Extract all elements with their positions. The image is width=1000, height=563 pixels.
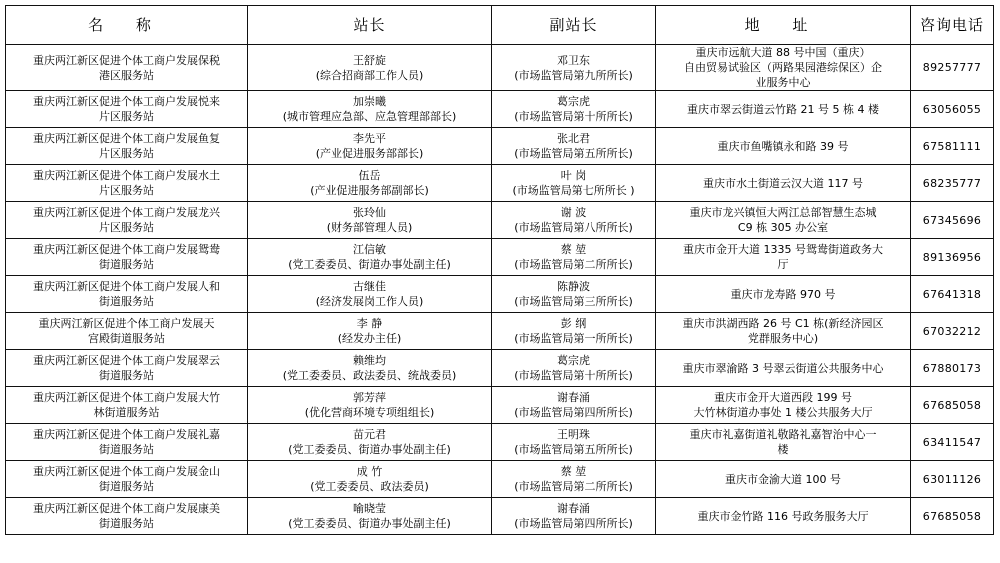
station-name-cell xyxy=(6,45,248,91)
chief-line: (党工委委员、街道办事处副主任) xyxy=(288,443,451,456)
station-name-cell xyxy=(6,387,248,424)
deputy-line: 张北君 xyxy=(557,132,590,145)
chief-cell xyxy=(248,350,492,387)
chief-line: 赖维均 xyxy=(353,354,386,367)
chief-cell xyxy=(248,387,492,424)
chief-line: (城市管理应急部、应急管理部部长) xyxy=(282,110,457,123)
deputy-line: 谢春涌 xyxy=(557,391,590,404)
station-name-line: 街道服务站 xyxy=(99,258,154,271)
table-row xyxy=(6,498,994,535)
station-name-cell xyxy=(6,128,248,165)
address-line: 楼 xyxy=(777,443,789,456)
table-row xyxy=(6,91,994,128)
deputy-line: 谢 波 xyxy=(560,206,587,219)
header-chief: 站长 xyxy=(248,6,492,45)
station-name-cell xyxy=(6,91,248,128)
station-name-cell xyxy=(6,276,248,313)
chief-cell xyxy=(248,461,492,498)
address-cell xyxy=(656,313,911,350)
station-name-line: 重庆两江新区促进个体工商户发展康美 xyxy=(33,502,220,515)
service-station-table xyxy=(5,5,994,535)
phone-cell: 68235777 xyxy=(911,165,994,202)
table-row xyxy=(6,387,994,424)
chief-line: (经济发展岗工作人员) xyxy=(315,295,424,308)
table-row xyxy=(6,202,994,239)
station-name-line: 重庆两江新区促进个体工商户发展保税 xyxy=(33,53,220,67)
address-cell xyxy=(656,387,911,424)
address-line: 重庆市金竹路 116 号政务服务大厅 xyxy=(697,509,869,523)
deputy-line: (市场监管局第三所所长) xyxy=(514,295,633,308)
station-name-line: 港区服务站 xyxy=(99,68,154,82)
phone-cell: 67032212 xyxy=(911,313,994,350)
chief-cell xyxy=(248,45,492,91)
table-row xyxy=(6,350,994,387)
address-cell xyxy=(656,276,911,313)
station-name-line: 重庆两江新区促进个体工商户发展天 xyxy=(38,317,215,330)
chief-line: (党工委委员、政法委员) xyxy=(310,480,429,493)
table-row xyxy=(6,461,994,498)
deputy-line: (市场监管局第九所所长) xyxy=(514,68,633,82)
header-phone: 咨询电话 xyxy=(911,6,994,45)
phone-cell: 67880173 xyxy=(911,350,994,387)
deputy-line: 葛宗虎 xyxy=(557,95,590,108)
table-row xyxy=(6,424,994,461)
chief-line: 江信敏 xyxy=(353,243,386,256)
station-name-line: 重庆两江新区促进个体工商户发展礼嘉 xyxy=(33,428,220,441)
deputy-line: 葛宗虎 xyxy=(557,354,590,367)
deputy-cell xyxy=(492,239,656,276)
deputy-line: (市场监管局第二所所长) xyxy=(514,258,633,271)
address-line: 厅 xyxy=(777,258,789,271)
chief-cell xyxy=(248,276,492,313)
station-name-cell xyxy=(6,461,248,498)
deputy-line: 王明珠 xyxy=(557,428,590,441)
station-name-line: 重庆两江新区促进个体工商户发展金山 xyxy=(33,465,220,478)
deputy-line: 蔡 堃 xyxy=(560,243,587,256)
station-name-line: 林街道服务站 xyxy=(93,406,160,419)
chief-line: (产业促进服务部部长) xyxy=(315,147,424,160)
chief-cell xyxy=(248,128,492,165)
deputy-cell xyxy=(492,91,656,128)
station-name-line: 片区服务站 xyxy=(99,221,154,234)
chief-line: 李先平 xyxy=(353,132,386,145)
table-row xyxy=(6,45,994,91)
deputy-line: (市场监管局第五所所长) xyxy=(514,147,633,160)
chief-cell xyxy=(248,313,492,350)
station-name-cell xyxy=(6,498,248,535)
station-name-line: 重庆两江新区促进个体工商户发展鸳鸯 xyxy=(33,243,220,256)
station-name-line: 街道服务站 xyxy=(99,295,154,308)
chief-line: 苗元君 xyxy=(353,428,386,441)
station-name-cell xyxy=(6,424,248,461)
table-row xyxy=(6,165,994,202)
deputy-cell xyxy=(492,498,656,535)
service-station-table-wrapper xyxy=(5,5,994,535)
header-address: 地 址 xyxy=(656,6,911,45)
station-name-line: 重庆两江新区促进个体工商户发展翠云 xyxy=(33,354,220,367)
address-line: 重庆市金开大道西段 199 号 xyxy=(714,391,852,404)
address-cell xyxy=(656,128,911,165)
deputy-line: (市场监管局第二所所长) xyxy=(514,480,633,493)
deputy-cell xyxy=(492,202,656,239)
deputy-line: 陈静波 xyxy=(557,280,590,293)
chief-line: (产业促进服务部副部长) xyxy=(310,184,429,197)
address-cell xyxy=(656,91,911,128)
station-name-cell xyxy=(6,165,248,202)
table-header-row xyxy=(6,6,994,45)
address-line: 重庆市鱼嘴镇永和路 39 号 xyxy=(717,139,849,153)
address-line: 业服务中心 xyxy=(755,76,811,89)
station-name-line: 重庆两江新区促进个体工商户发展人和 xyxy=(33,280,220,293)
station-name-cell xyxy=(6,350,248,387)
deputy-line: 谢春涌 xyxy=(557,502,590,515)
chief-line: (党工委委员、街道办事处副主任) xyxy=(288,517,451,530)
chief-line: (党工委委员、政法委员、统战委员) xyxy=(282,369,457,382)
deputy-cell xyxy=(492,165,656,202)
station-name-line: 重庆两江新区促进个体工商户发展大竹 xyxy=(33,391,220,404)
table-body xyxy=(6,45,994,535)
chief-cell xyxy=(248,91,492,128)
header-deputy: 副站长 xyxy=(492,6,656,45)
table-row xyxy=(6,313,994,350)
address-cell xyxy=(656,45,911,91)
address-cell xyxy=(656,350,911,387)
deputy-cell xyxy=(492,424,656,461)
deputy-cell xyxy=(492,45,656,91)
table-row xyxy=(6,128,994,165)
deputy-line: 彭 纲 xyxy=(560,317,587,330)
address-line: 党群服务中心) xyxy=(747,332,819,345)
station-name-line: 街道服务站 xyxy=(99,480,154,493)
chief-cell xyxy=(248,424,492,461)
address-line: 重庆市远航大道 88 号中国（重庆） xyxy=(695,46,871,59)
chief-line: (财务部管理人员) xyxy=(326,221,413,234)
phone-cell: 63011126 xyxy=(911,461,994,498)
deputy-line: (市场监管局第十所所长) xyxy=(514,110,633,123)
address-cell xyxy=(656,461,911,498)
deputy-line: (市场监管局第一所所长) xyxy=(514,332,633,345)
chief-line: (优化营商环境专项组组长) xyxy=(304,406,435,419)
deputy-line: 叶 岗 xyxy=(560,169,587,182)
station-name-cell xyxy=(6,313,248,350)
table-row xyxy=(6,239,994,276)
phone-cell: 63056055 xyxy=(911,91,994,128)
header-name: 名 称 xyxy=(6,6,248,45)
chief-line: 李 静 xyxy=(356,317,383,330)
phone-cell: 67581111 xyxy=(911,128,994,165)
phone-cell: 63411547 xyxy=(911,424,994,461)
address-cell xyxy=(656,498,911,535)
chief-line: 郭芳萍 xyxy=(353,391,386,404)
deputy-line: (市场监管局第五所所长) xyxy=(514,443,633,456)
station-name-line: 片区服务站 xyxy=(99,110,154,123)
deputy-cell xyxy=(492,350,656,387)
table-row xyxy=(6,276,994,313)
deputy-line: (市场监管局第八所所长) xyxy=(514,221,633,234)
station-name-cell xyxy=(6,202,248,239)
station-name-line: 街道服务站 xyxy=(99,517,154,530)
address-cell xyxy=(656,239,911,276)
deputy-cell xyxy=(492,313,656,350)
deputy-line: 蔡 堃 xyxy=(560,465,587,478)
chief-cell xyxy=(248,202,492,239)
address-cell xyxy=(656,202,911,239)
phone-cell: 89136956 xyxy=(911,239,994,276)
chief-line: 加崇曦 xyxy=(353,95,386,108)
deputy-line: (市场监管局第七所所长 ) xyxy=(512,184,635,197)
station-name-line: 重庆两江新区促进个体工商户发展鱼复 xyxy=(33,132,220,145)
address-line: 重庆市水土街道云汉大道 117 号 xyxy=(703,176,863,190)
phone-cell: 89257777 xyxy=(911,45,994,91)
station-name-line: 重庆两江新区促进个体工商户发展悦来 xyxy=(33,95,220,108)
chief-line: 古继佳 xyxy=(353,280,386,293)
address-line: 重庆市龙兴镇恒大两江总部智慧生态城 xyxy=(689,206,877,219)
address-line: 重庆市洪湖西路 26 号 C1 栋(新经济园区 xyxy=(682,317,884,330)
chief-line: 喻晓莹 xyxy=(353,502,386,515)
address-line: 重庆市礼嘉街道礼敬路礼嘉智治中心一 xyxy=(689,428,877,441)
phone-cell: 67641318 xyxy=(911,276,994,313)
phone-cell: 67345696 xyxy=(911,202,994,239)
address-cell xyxy=(656,424,911,461)
station-name-line: 重庆两江新区促进个体工商户发展龙兴 xyxy=(33,206,220,219)
deputy-line: (市场监管局第四所所长) xyxy=(514,406,633,419)
chief-line: 张玲仙 xyxy=(353,206,386,219)
station-name-line: 片区服务站 xyxy=(99,147,154,160)
station-name-line: 片区服务站 xyxy=(99,184,154,197)
chief-line: 王舒旋 xyxy=(353,53,386,67)
address-line: 重庆市翠云街道云竹路 21 号 5 栋 4 楼 xyxy=(687,102,879,116)
deputy-line: 邓卫东 xyxy=(557,53,590,67)
chief-cell xyxy=(248,239,492,276)
address-line: 重庆市翠渝路 3 号翠云街道公共服务中心 xyxy=(682,361,884,375)
phone-cell: 67685058 xyxy=(911,498,994,535)
address-line: 重庆市龙寿路 970 号 xyxy=(730,287,836,301)
chief-line: (党工委委员、街道办事处副主任) xyxy=(288,258,451,271)
deputy-cell xyxy=(492,276,656,313)
chief-line: (综合招商部工作人员) xyxy=(315,68,424,82)
chief-line: 成 竹 xyxy=(356,465,383,478)
chief-cell xyxy=(248,165,492,202)
phone-cell: 67685058 xyxy=(911,387,994,424)
station-name-line: 街道服务站 xyxy=(99,369,154,382)
station-name-line: 宫殿街道服务站 xyxy=(88,332,165,345)
station-name-line: 重庆两江新区促进个体工商户发展水土 xyxy=(33,169,220,182)
station-name-line: 街道服务站 xyxy=(99,443,154,456)
address-cell xyxy=(656,165,911,202)
chief-cell xyxy=(248,498,492,535)
deputy-line: (市场监管局第十所所长) xyxy=(514,369,633,382)
address-line: 大竹林街道办事处 1 楼公共服务大厅 xyxy=(693,406,873,419)
chief-line: (经发办主任) xyxy=(337,332,402,345)
station-name-cell xyxy=(6,239,248,276)
deputy-cell xyxy=(492,128,656,165)
deputy-cell xyxy=(492,387,656,424)
deputy-cell xyxy=(492,461,656,498)
address-line: 重庆市金开大道 1335 号鸳鸯街道政务大 xyxy=(683,243,883,256)
address-line: C9 栋 305 办公室 xyxy=(737,221,829,234)
chief-line: 伍岳 xyxy=(358,169,381,182)
address-line: 重庆市金渝大道 100 号 xyxy=(725,472,841,486)
address-line: 自由贸易试验区（两路果园港综保区）企 xyxy=(684,61,882,74)
deputy-line: (市场监管局第四所所长) xyxy=(514,517,633,530)
